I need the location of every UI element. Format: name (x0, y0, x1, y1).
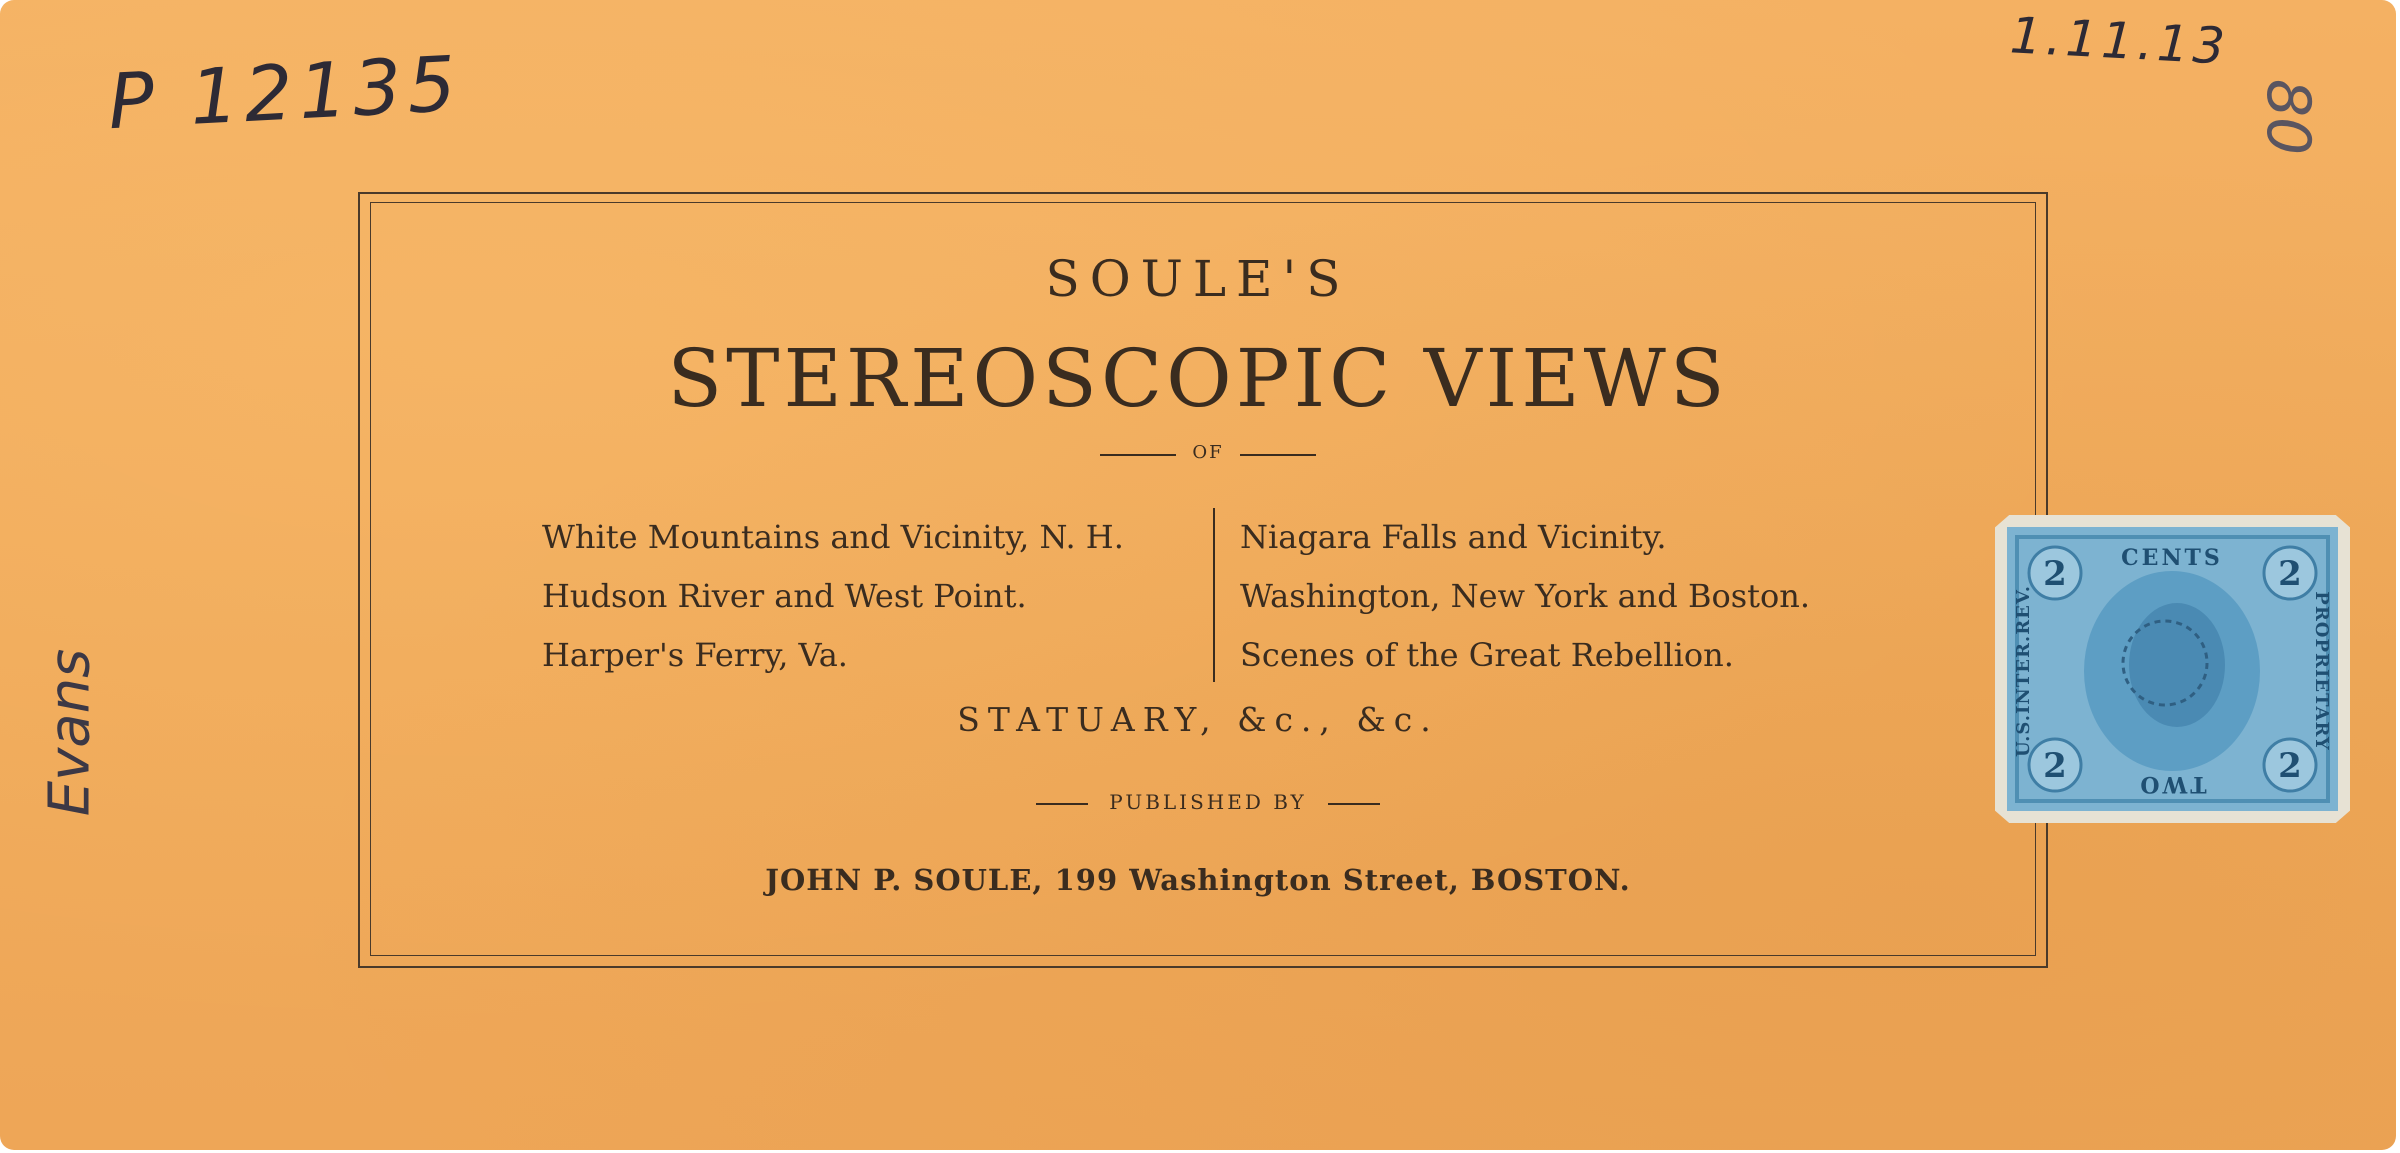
published-rule-right (1328, 803, 1380, 805)
list-item: Scenes of the Great Rebellion. (1240, 636, 1734, 674)
list-item: Harper's Ferry, Va. (542, 636, 848, 674)
revenue-stamp-graphic (1995, 515, 2350, 823)
stamp-left-text: U.S.INTER.REV. (2013, 585, 2034, 757)
stamp-right-text: PROPRIETARY (2311, 591, 2332, 751)
list-item: Niagara Falls and Vicinity. (1240, 518, 1667, 556)
of-rule-right (1240, 454, 1316, 456)
title-possessive: SOULE'S (1045, 250, 1351, 308)
list-item: Washington, New York and Boston. (1240, 577, 1811, 615)
column-divider (1213, 508, 1215, 682)
list-item: Hudson River and West Point. (542, 577, 1027, 615)
stamp-top-text: CENTS (2121, 545, 2223, 571)
handwritten-catalog-number: P 12135 (105, 38, 464, 147)
published-by-label: PUBLISHED BY (1109, 790, 1307, 814)
publisher-address: JOHN P. SOULE, 199 Washington Street, BOSTON. (765, 863, 1631, 897)
handwritten-corner-mark: 80 (2253, 78, 2324, 156)
handwritten-date: 1.11.13 (2008, 6, 2231, 76)
views-list-right (1240, 508, 1810, 685)
views-list-left (542, 508, 1124, 685)
stamp-denomination-tl: 2 (2043, 554, 2067, 594)
published-by-divider (1036, 790, 1380, 820)
handwritten-side-note: Evans (37, 648, 103, 817)
stamp-bottom-text: TWO (2137, 771, 2207, 797)
list-item: White Mountains and Vicinity, N. H. (542, 518, 1124, 556)
stamp-denomination-br: 2 (2278, 746, 2302, 786)
statuary-line: STATUARY, &c., &c. (957, 700, 1439, 739)
stamp-denomination-tr: 2 (2278, 554, 2302, 594)
stamp-denomination-bl: 2 (2043, 746, 2067, 786)
of-divider (1100, 440, 1316, 470)
of-label: OF (1192, 442, 1224, 463)
main-title: STEREOSCOPIC VIEWS (667, 332, 1729, 425)
revenue-stamp (1995, 515, 2350, 823)
